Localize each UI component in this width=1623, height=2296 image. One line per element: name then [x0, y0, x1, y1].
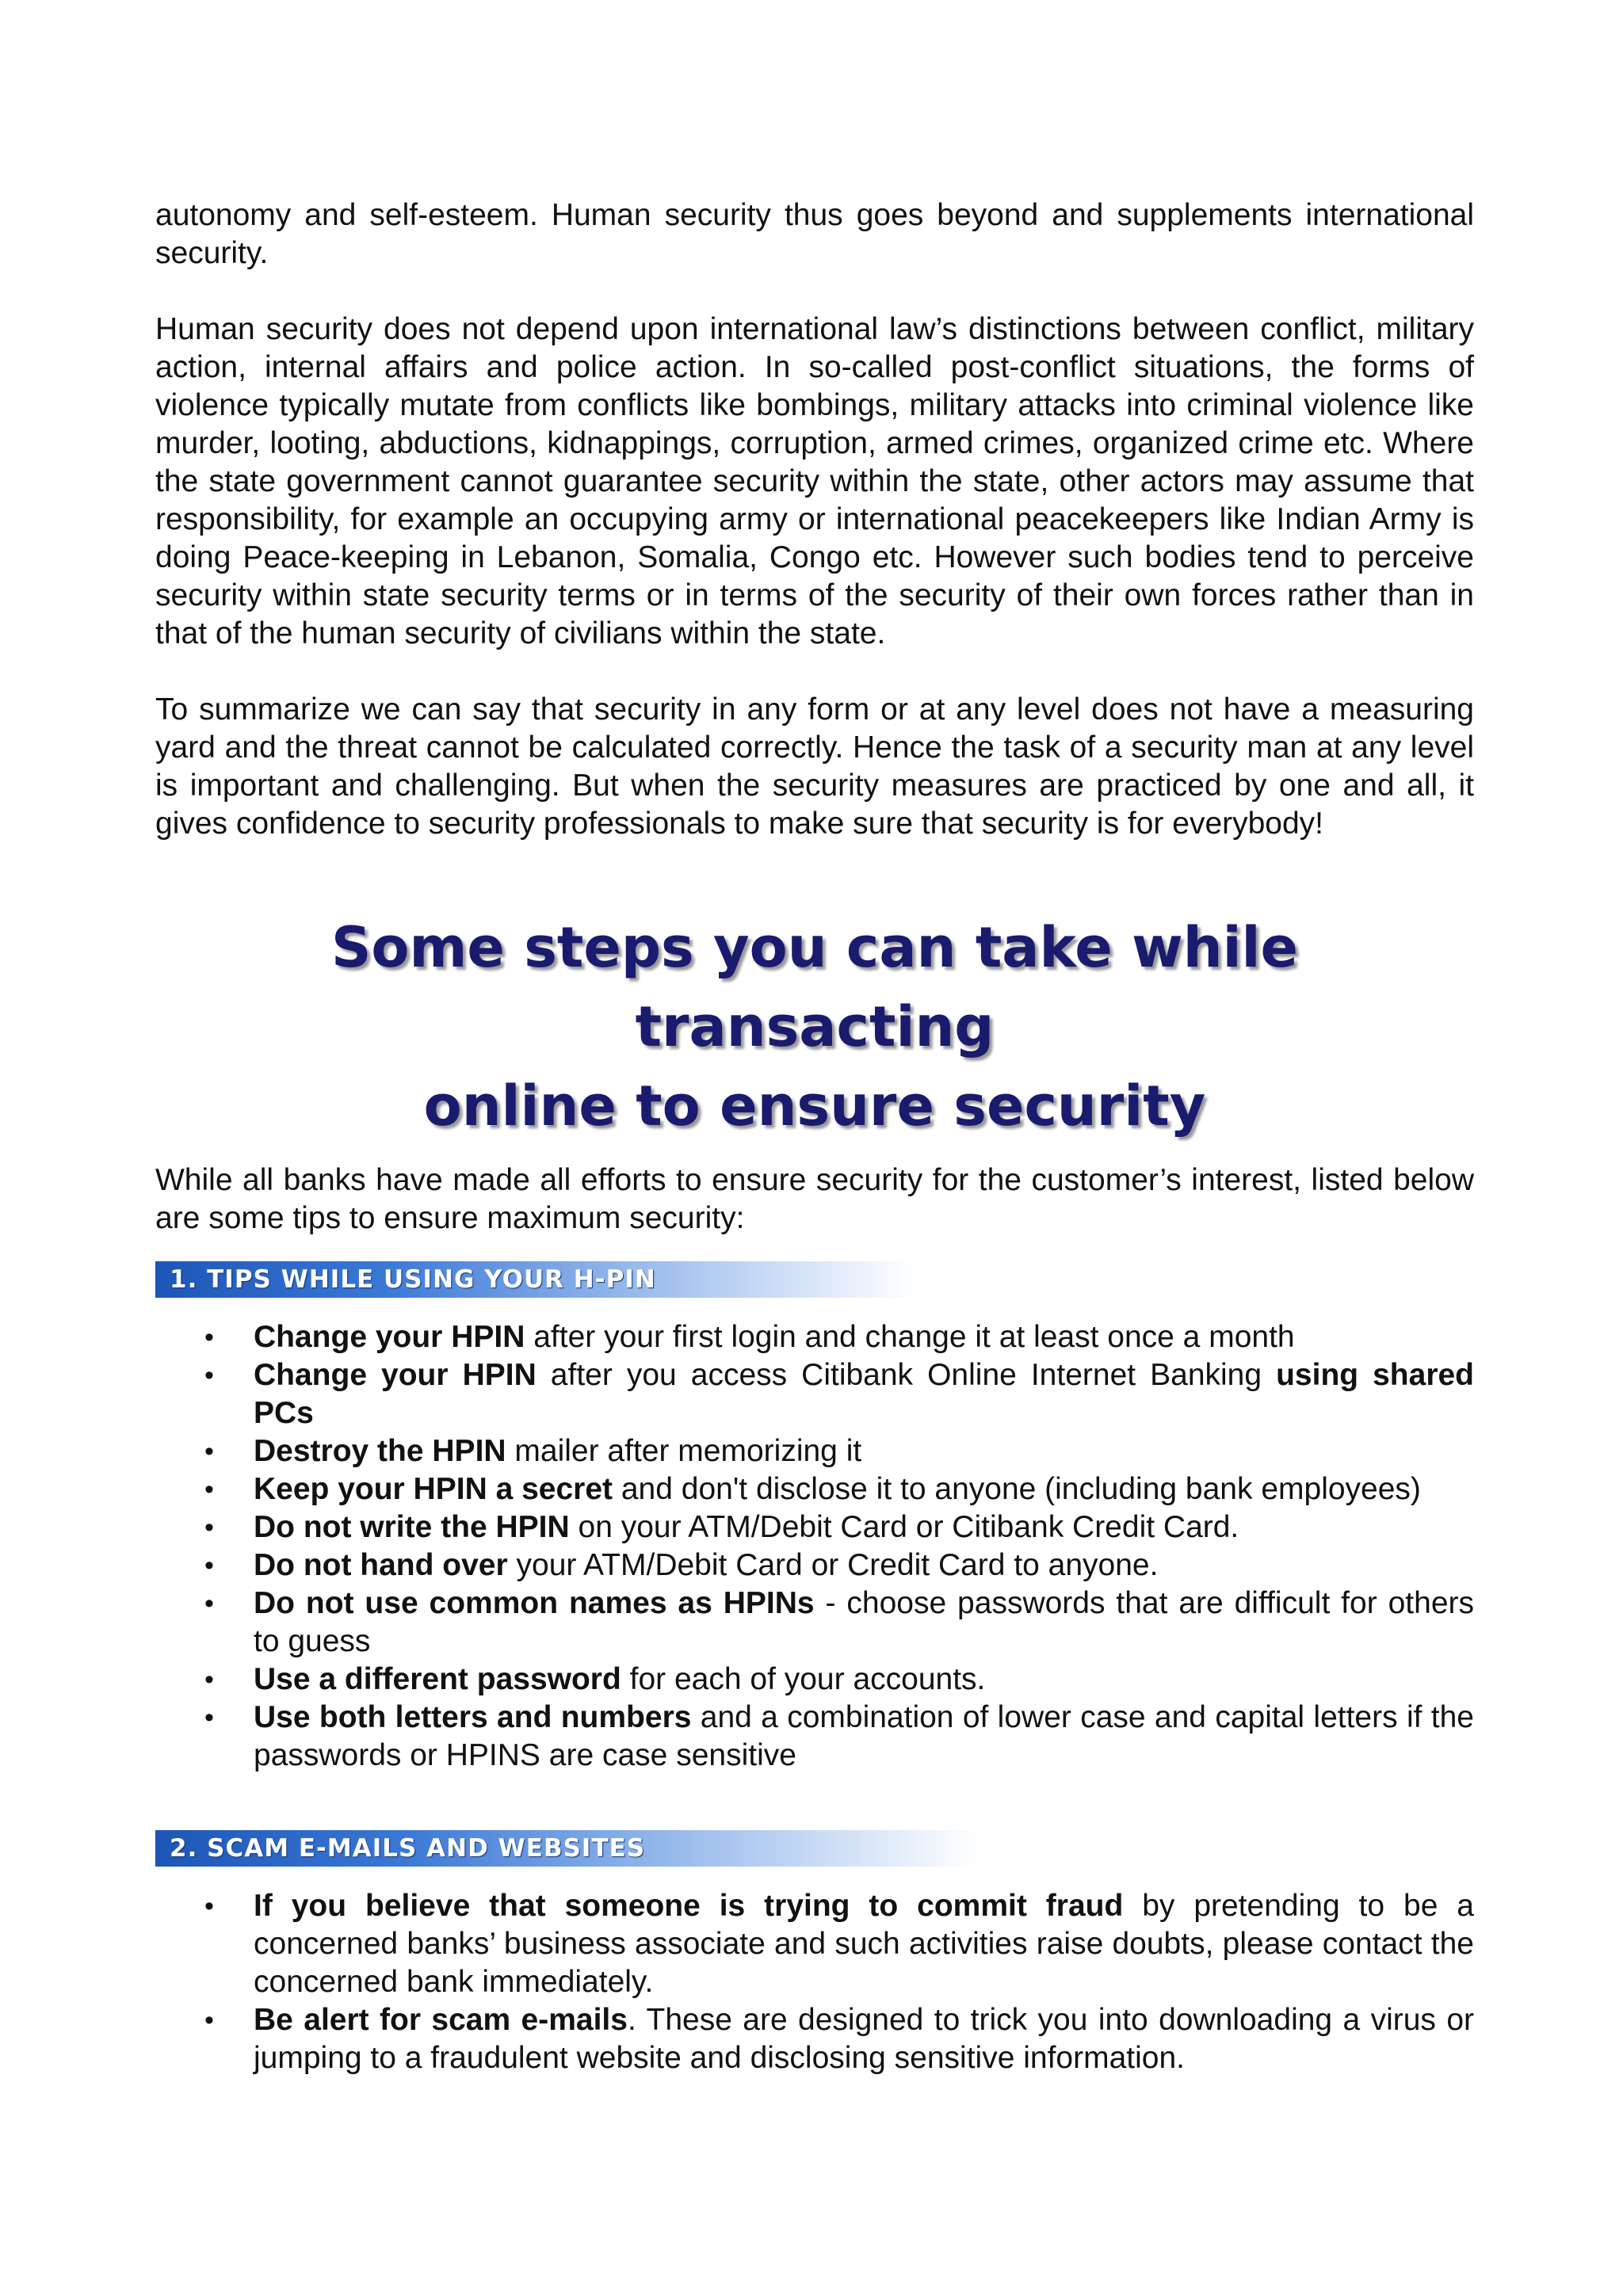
item-bold: Destroy the HPIN — [254, 1434, 506, 1468]
scam-tips-list — [155, 1887, 1474, 2077]
list-item — [254, 1318, 1474, 1356]
item-bold: Use both letters and numbers — [254, 1700, 692, 1734]
item-bold: Use a different password — [254, 1662, 621, 1696]
heading-line-2: online to ensure security — [423, 1074, 1206, 1138]
section-2-banner: 2. SCAM E-MAILS AND WEBSITES — [155, 1830, 978, 1867]
heading-line-1: Some steps you can take while transacting — [330, 915, 1299, 1059]
item-text: by pretending to be a concerned banks’ business associate and such activities raise doubts, please contact the concerned bank immediately. — [254, 1889, 1474, 1999]
item-text: after your first login and change it at least once a month — [525, 1320, 1295, 1354]
paragraph-2: Human security does not depend upon international law’s distinctions between conflict, military action, internal affairs and police action. In so-called post-conflict situations, the forms of violence typically mutate from conflicts like bombings, military attacks into criminal violence like murder, looting, abductions, kidnappings, corruption, armed crimes, organized crime etc. Where the state government cannot guarantee security within the state, other actors may assume that responsibility, for example an occupying army or international peacekeepers like Indian Army is doing Peace-keeping in Lebanon, Somalia, Congo etc. However such bodies tend to perceive security within state security terms or in terms of the security of their own forces rather than in that of the human security of civilians within the state. — [155, 312, 1474, 650]
item-bold: Do not hand over — [254, 1548, 508, 1582]
item-text: after you access Citibank Online Internet Banking — [536, 1358, 1277, 1392]
list-item — [254, 1661, 1474, 1699]
item-text: your ATM/Debit Card or Credit Card to anyone. — [507, 1548, 1159, 1582]
item-bold: Do not write the HPIN — [254, 1510, 570, 1544]
item-bold: Change your HPIN — [254, 1358, 537, 1392]
list-item — [254, 1699, 1474, 1775]
item-text: - choose passwords that are difficult for others to guess — [254, 1586, 1474, 1658]
item-text: and a combination of lower case and capital letters if the passwords or HPINS are case sensitive — [254, 1700, 1474, 1772]
list-item — [254, 1508, 1474, 1547]
hpin-tips-list — [155, 1318, 1474, 1775]
item-bold: If you believe that someone is trying to commit fraud — [254, 1889, 1124, 1923]
list-item — [254, 1547, 1474, 1585]
item-bold: Change your HPIN — [254, 1320, 525, 1354]
list-item — [254, 1470, 1474, 1508]
list-item — [254, 1432, 1474, 1470]
intro-paragraph: While all banks have made all efforts to ensure security for the customer’s interest, listed below are some tips to ensure maximum security: — [155, 1163, 1474, 1235]
list-item — [254, 1585, 1474, 1661]
item-bold: Be alert for scam e-mails — [254, 2003, 628, 2037]
page-content — [155, 196, 1474, 2077]
item-text: . These are designed to trick you into downloading a virus or jumping to a fraudulent website and disclosing sensitive information. — [254, 2003, 1475, 2075]
section-1-banner: 1. TIPS WHILE USING YOUR H-PIN — [155, 1261, 915, 1298]
item-text: mailer after memorizing it — [506, 1434, 862, 1468]
item-text: on your ATM/Debit Card or Citibank Credit Card. — [569, 1510, 1239, 1544]
item-bold: Do not use common names as HPINs — [254, 1586, 815, 1620]
paragraph-1: autonomy and self-esteem. Human security thus goes beyond and supplements international security. — [155, 198, 1474, 270]
section-heading — [155, 908, 1474, 1146]
list-item — [254, 2001, 1474, 2077]
list-item — [254, 1887, 1474, 2001]
list-item — [254, 1356, 1474, 1432]
item-text: and don't disclose it to anyone (including bank employees) — [613, 1472, 1421, 1506]
item-bold-2: using shared PCs — [254, 1358, 1475, 1430]
item-bold: Keep your HPIN a secret — [254, 1472, 613, 1506]
item-text: for each of your accounts. — [621, 1662, 986, 1696]
paragraph-3: To summarize we can say that security in any form or at any level does not have a measuring yard and the threat cannot be calculated correctly. Hence the task of a security man at any level is important and challenging. But when the security measures are practiced by one and all, it gives confidence to security professionals to make sure that security is for everybody! — [155, 692, 1474, 841]
